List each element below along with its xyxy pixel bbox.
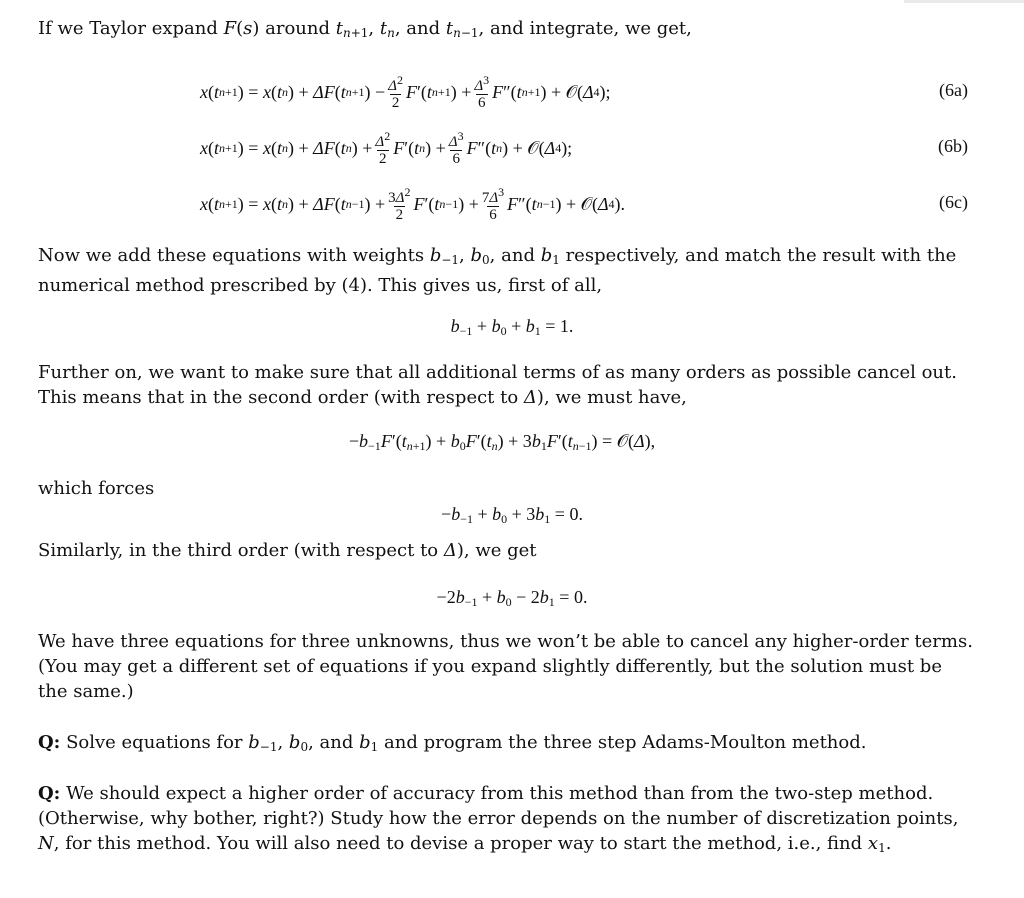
equation-6c-body: x ( t n+1 ) = x ( t n ) + Δ F ( t n−1 ) + $\frac{3\Delta^2}{2}$ F ′( t n−1 ) + $\frac{7\Delta^3}{6}$ F ″( t n−1 ) + 𝒪( Δ 4 ). xyxy=(200,184,626,223)
equation-third-order: $-2b_{-1} + b_0 - 2b_1 = 0$. xyxy=(436,587,588,609)
equation-6b-body: x ( t n+1 ) = x ( t n ) + Δ F ( t n ) + $\frac{\Delta^2}{2}$ F ′( t n ) + $\frac{\Delta^3}{6}$ F ″( t n ) + 𝒪( Δ 4 ); xyxy=(200,128,573,167)
equation-6a-body: x ( t n+1 ) = x ( t n ) + Δ F ( t n+1 ) − $\frac{\Delta^2}{2}$ F ′( t n+1 ) + $\frac{\Delta^3}{6}$ F ″( t n+1 ) + 𝒪( Δ 4 ); xyxy=(200,72,611,111)
equation-6b-label: (6b) xyxy=(938,136,968,156)
paragraph-weights: Now we add these equations with weights $b_{-1}$, $b_0$, and $b_1$ respectively, and match the result with the numerical method prescribed by (4). This gives us, first of all, xyxy=(38,245,957,296)
equation-6c-label: (6c) xyxy=(939,192,968,212)
equation-6a-label: (6a) xyxy=(939,80,968,100)
equation-sum: $b_{-1} + b_0 + b_1 = 1$. xyxy=(450,316,574,338)
top-scroll-edge xyxy=(904,0,1024,3)
equation-6b xyxy=(0,122,1024,174)
paragraph-three-equations: We have three equations for three unknowns, thus we won’t be able to cancel any higher-order terms. (You may get a different set of equations if you expand slightly differently, but the solution must be the same.) xyxy=(38,631,973,702)
paragraph-second-order: Further on, we want to make sure that all additional terms of as many orders as possible cancel out. This means that in the second order (with respect to Δ), we must have, xyxy=(38,362,957,408)
equation-6a xyxy=(0,66,1024,118)
paragraph-third-order: Similarly, in the third order (with respect to Δ), we get xyxy=(38,540,537,561)
question-2-label: Q: xyxy=(38,783,61,804)
paragraph-which-forces: which forces xyxy=(38,478,155,499)
equation-forces: $-b_{-1} + b_0 + 3b_1 = 0$. xyxy=(441,504,583,526)
question-1-label: Q: xyxy=(38,732,61,753)
question-1: Q: Solve equations for $b_{-1}$, $b_0$, and $b_1$ and program the three step Adams-Moulton method. xyxy=(38,732,867,754)
equation-second-order: $-b_{-1}F'(t_{n+1}) + b_0F'(t_n) + 3b_1F'(t_{n-1})$ = 𝒪(Δ), xyxy=(348,431,656,453)
intro-paragraph: If we Taylor expand F(s) around $t_{n+1}$, $t_n$, and $t_{n-1}$, and integrate, we get, xyxy=(38,18,692,40)
question-2: Q: We should expect a higher order of accuracy from this method than from the two-step method. (Otherwise, why bother, right?) Study how the error depends on the number of discretization points, N, for this method. You will also need to devise a proper way to start the method, i.e., find $x_1$. xyxy=(38,783,959,855)
equation-6c xyxy=(0,178,1024,230)
